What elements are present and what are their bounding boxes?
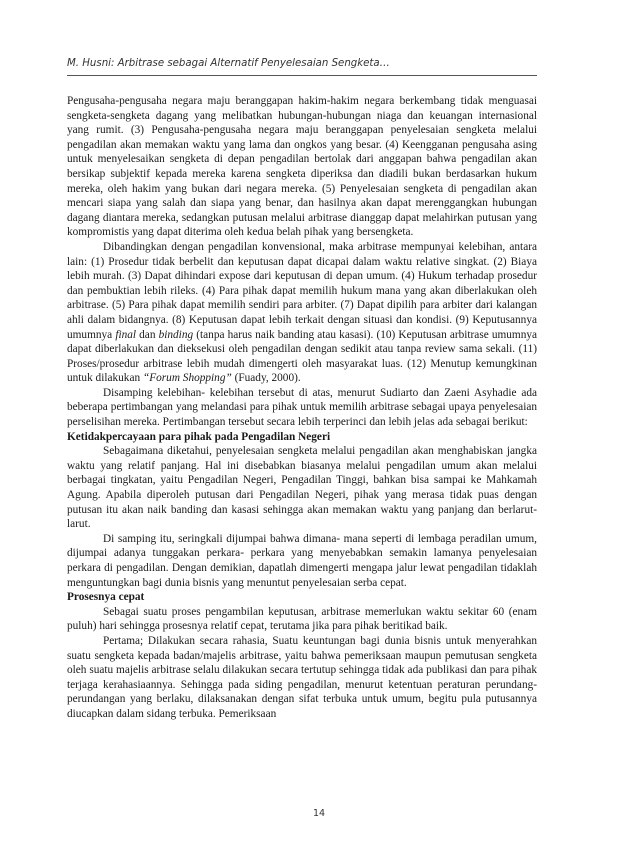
paragraph: Sebagaimana diketahui, penyelesaian sengketa melalui pengadilan akan menghabiskan jangka waktu yang relatif panjang. Hal ini disebabkan biasanya melalui pengadilan umum akan melalui berbagai tingkatan, yaitu Pengadilan Negeri, Pengadilan Tinggi, bahkan bisa sampai ke Mahkamah Agung. Apabila diperoleh putusan dari Pengadilan Negeri, pihak yang merasa tidak puas dengan putusan itu akan naik banding dan kasasi sehingga akan memakan waktu yang panjang dan berlarut-larut. <box>67 445 537 531</box>
section-heading: Ketidakpercayaan para pihak pada Pengadilan Negeri <box>67 430 331 443</box>
body-text <box>67 94 537 722</box>
paragraph <box>67 240 537 386</box>
header-rule <box>67 75 537 76</box>
text-run: (Fuady, 2000). <box>234 372 301 385</box>
page-number: 14 <box>312 808 326 819</box>
italic-term: “Forum Shopping” <box>142 372 232 385</box>
text-run: dan <box>139 328 156 341</box>
text-run: (tanpa harus naik banding atau kasasi). (10) Keputusan arbitrase umumnya dapat diberlakukan dan dieksekusi oleh pengadilan dengan sedikit atau tanpa review sama sekali. (11) Proses/prosedur arbitrase lebih mudah dimengerti oleh masyarakat luas. (12) Menutup kemungkinan untuk dilakukan <box>67 328 538 385</box>
paragraph: Pengusaha-pengusaha negara maju beranggapan hakim-hakim negara berkembang tidak menguasai sengketa-sengketa dagang yang melibatkan hubungan-hubungan niaga dan keuangan internasional yang rumit. (3) Pengusaha-pengusaha negara maju beranggapan penyelesaian sengketa melalui pengadilan akan memakan waktu yang lama dan ongkos yang besar. (4) Keengganan pengusaha asing untuk menyelesaikan sengketa di depan pengadilan bertolak dari anggapan bahwa pengadilan akan bersikap subjektif kepada mereka karena sengketa diperiksa dan diadili bukan berdasarkan hukum mereka, oleh hakim yang bukan dari negara mereka. (5) Penyelesaian sengketa di pengadilan akan mencari siapa yang salah dan siapa yang benar, dan hasilnya akan dapat merenggangkan hubungan dagang diantara mereka, sedangkan putusan melalui arbitrase dianggap dapat melahirkan putusan yang kompromistis yang dapat diterima oleh kedua belah pihak yang bersengketa. <box>67 95 537 239</box>
running-head: M. Husni: Arbitrase sebagai Alternatif Penyelesaian Sengketa… <box>67 58 390 69</box>
paragraph: Pertama; Dilakukan secara rahasia, Suatu keuntungan bagi dunia bisnis untuk menyerahkan suatu sengketa kepada badan/majelis arbitrase, yaitu bahwa pemeriksaan maupun pemutusan sengketa oleh suatu majelis arbitrase selalu dilakukan secara tertutup sehingga tidak ada publikasi dan para pihak terjaga kerahasiaannya. Sehingga pada siding pengadilan, menurut ketentuan peraturan perundang- perundangan yang berlaku, dilaksanakan dengan sifat terbuka untuk umum, begitu pula putusannya diucapkan dalam sidang terbuka. Pemeriksaan <box>67 634 537 720</box>
text-run: Dibandingkan dengan pengadilan konvensional, maka arbitrase mempunyai kelebihan, antara lain: (1) Prosedur tidak berbelit dan keputusan dapat dicapai dalam waktu relative singkat. (2) Biaya lebih murah. (3) Dapat dihindari expose dari keputusan di depan umum. (4) Hukum terhadap prosedur dan pembuktian lebih rileks. (4) Para pihak dapat memilih hukum mana yang akan diberlakukan oleh arbitrase. (5) Para pihak dapat memilih sendiri para arbiter. (7) Dapat dipilih para arbiter dari kalangan ahli dalam bidangnya. (8) Keputusan dapat lebih terkait dengan situasi dan kondisi. (9) Keputusannya umumnya <box>67 240 537 341</box>
italic-term: final <box>115 328 137 341</box>
paragraph: Sebagai suatu proses pengambilan keputusan, arbitrase memerlukan waktu sekitar 60 (enam puluh) hari sehingga prosesnya relatif cepat, terutama jika para pihak beritikad baik. <box>67 605 537 633</box>
paragraph: Di samping itu, seringkali dijumpai bahwa dimana- mana seperti di lembaga peradilan umum, dijumpai adanya tunggakan perkara- perkara yang menyebabkan semakin lamanya penyelesaian perkara di pengadilan. Dengan demikian, dapatlah dimengerti mengapa jalur lewat pengadilan tidaklah menguntungkan bagi dunia bisnis yang menuntut penyelesaian serba cepat. <box>67 532 537 589</box>
italic-term: binding <box>158 328 194 341</box>
paragraph: Disamping kelebihan- kelebihan tersebut di atas, menurut Sudiarto dan Zaeni Asyhadie ada beberapa pertimbangan yang melandasi para pihak untuk memilih arbitrase sebagai upaya penyelesaian perselisihan mereka. Pertimbangan tersebut secara lebih terperinci dan lebih jelas ada sebagai berikut: <box>67 386 537 429</box>
section-heading: Prosesnya cepat <box>67 591 145 604</box>
